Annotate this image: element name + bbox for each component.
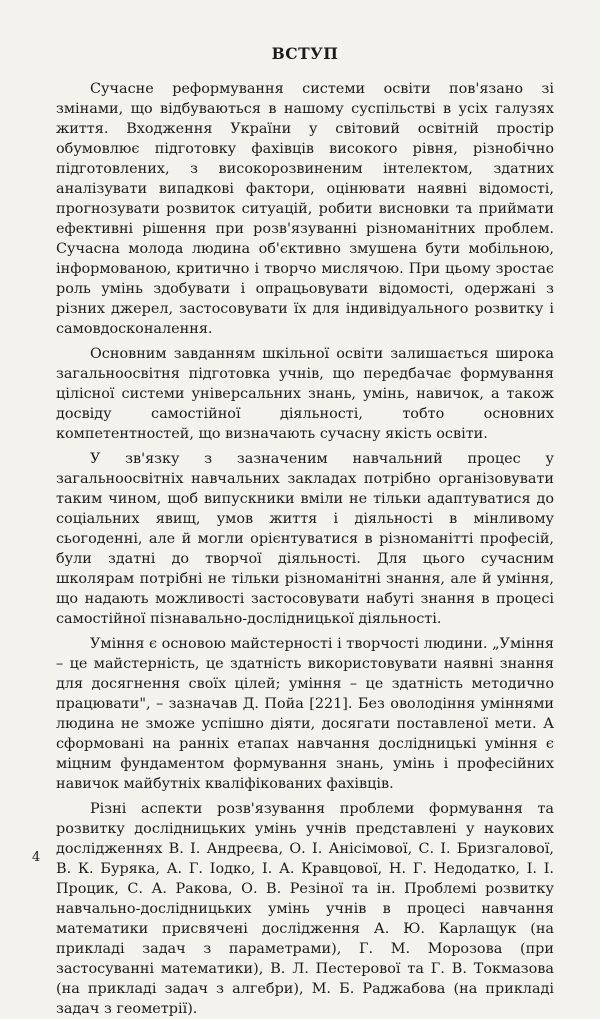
body-text [56, 79, 554, 1019]
page-title: ВСТУП [271, 44, 339, 63]
paragraph: У зв'язку з зазначеним навчальний процес у загальноосвітніх навчальних закладах потрібно організовувати таким чином, щоб випускники вміли не тільки адаптуватися до соціальних явищ, умов життя і діяльності в мінливому сьогоденні, але й могли орієнтуватися в різноманітті професій, були здатні до творчої діяльності. Для цього сучасним школярам потрібні не тільки різноманітні знання, але й уміння, що надають можливості застосовувати набуті знання в процесі самостійної пізнавально-дослідницької діяльності. [56, 451, 554, 627]
paragraph: Уміння є основою майстерності і творчості людини. „Уміння – це майстерність, це здатність використовувати наявні знання для досягнення своїх цілей; уміння – це здатність методично працювати", – зазначав Д. Пойа [221]. Без оволодіння уміннями людина не зможе успішно діяти, досягати поставленої мети. А сформовані на ранніх етапах навчання дослідницькі уміння є міцним фундаментом формування знань, умінь і професійних навичок майбутніх кваліфікованих фахівців. [56, 636, 554, 792]
paragraph: Різні аспекти розв'язування проблеми формування та розвитку дослідницьких умінь учнів представлені у наукових дослідженнях В. І. Андреєва, О. І. Анісімової, С. І. Бризгалової, В. К. Буряка, А. Г. Іодко, І. А. Кравцової, Н. Г. Недодатко, І. І. Процик, С. А. Ракова, О. В. Резіної та ін. Проблемі розвитку навчально-дослідницьких умінь учнів в процесі навчання математики присвячені дослідження А. Ю. Карлащук (на прикладі задач з параметрами), Г. М. Морозова (при застосуванні математики), В. Л. Пестерової та Г. В. Токмазова (на прикладі задач з алгебри), М. Б. Раджабова (на прикладі задач з геометрії). [56, 801, 554, 1017]
paragraph: Сучасне реформування системи освіти пов'язано зі змінами, що відбуваються в нашому суспільстві в усіх галузях життя. Входження України у світовий освітній простір обумовлює підготовку фахівців високого рівня, різнобічно підготовлених, з високорозвиненим інтелектом, здатних аналізувати випадкові фактори, оцінювати наявні відомості, прогнозувати розвиток ситуацій, робити висновки та приймати ефективні рішення при розв'язуванні різноманітних проблем. Сучасна молода людина об'єктивно змушена бути мобільною, інформованою, критично і творчо мислячою. При цьому зростає роль умінь здобувати і опрацьовувати відомості, одержані з різних джерел, застосовувати їх для індивідуального розвитку і самовдосконалення. [56, 81, 554, 337]
paragraph: Основним завданням шкільної освіти залишається широка загальноосвітня підготовка учнів, що передбачає формування цілісної системи універсальних знань, умінь, навичок, а також досвіду самостійної діяльності, тобто основних компетентностей, що визначають сучасну якість освіти. [56, 346, 554, 442]
page-number: 4 [32, 850, 41, 865]
